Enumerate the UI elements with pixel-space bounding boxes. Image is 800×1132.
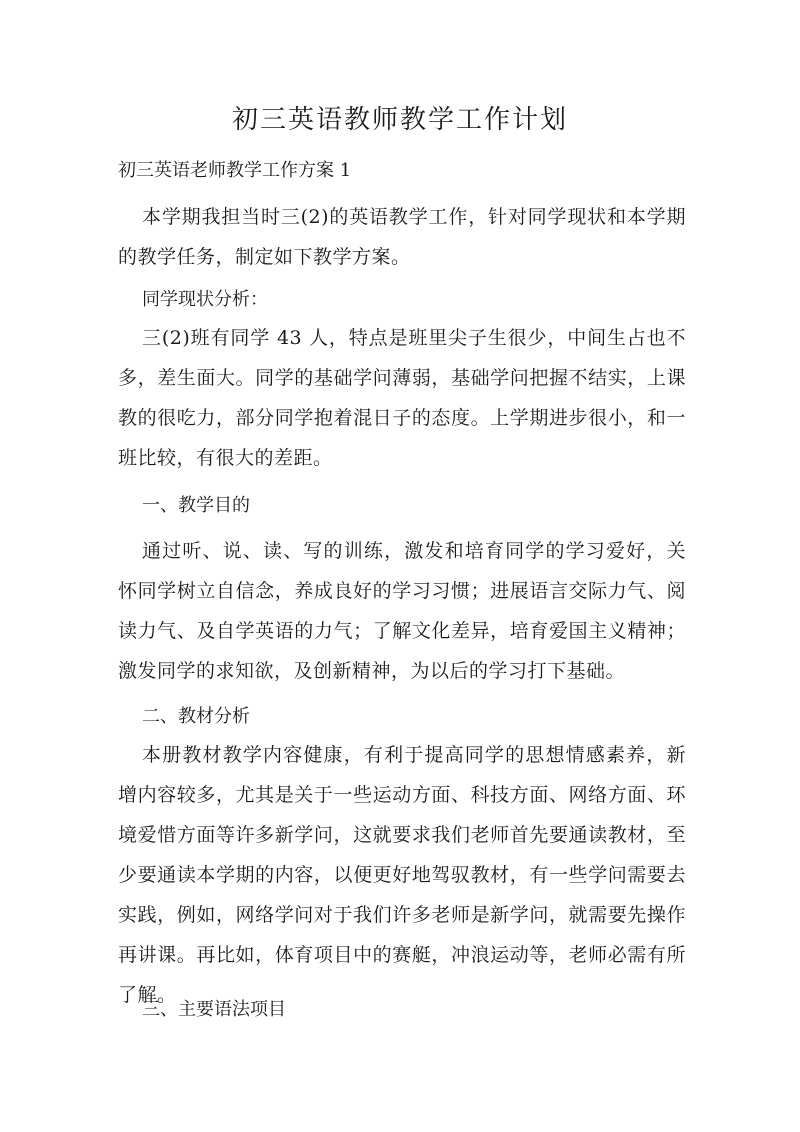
status-paragraph: 三(2)班有同学 43 人，特点是班里尖子生很少，中间生占也不多，差生面大。同学的基础学问薄弱，基础学问把握不结实，上课教的很吃力，部分同学抱着混日子的态度。上学期进步很小，和一班比较，有很大的差距。 (118, 327, 686, 469)
section-heading-grammar-items: 三、主要语法项目 (142, 999, 286, 1020)
section-heading-status: 同学现状分析： (142, 289, 268, 310)
page-title: 初三英语教师教学工作计划 (231, 105, 568, 135)
teaching-goals-paragraph: 通过听、说、读、写的训练，激发和培育同学的学习爱好，关怀同学树立自信念，养成良好的学习习惯；进展语言交际力气、阅读力气、及自学英语的力气；了解文化差异，培育爱国主义精神；激发同学的求知欲，及创新精神，为以后的学习打下基础。 (118, 540, 686, 682)
section-heading-teaching-goals: 一、教学目的 (142, 495, 250, 516)
textbook-analysis-paragraph: 本册教材教学内容健康，有利于提高同学的思想情感素养，新增内容较多，尤其是关于一些运动方面、科技方面、网络方面、环境爱惜方面等许多新学问，这就要求我们老师首先要通读教材，至少要通读本学期的内容，以便更好地驾驭教材，有一些学问需要去实践，例如，网络学问对于我们许多老师是新学问，就需要先操作再讲课。再比如，体育项目中的赛艇，冲浪运动等，老师必需有所了解。 (118, 744, 686, 1006)
section-heading-textbook-analysis: 二、教材分析 (142, 706, 250, 727)
intro-paragraph: 本学期我担当时三(2)的英语教学工作，针对同学现状和本学期的教学任务，制定如下教学方案。 (118, 206, 686, 268)
document-subtitle: 初三英语老师教学工作方案 1 (118, 160, 352, 181)
